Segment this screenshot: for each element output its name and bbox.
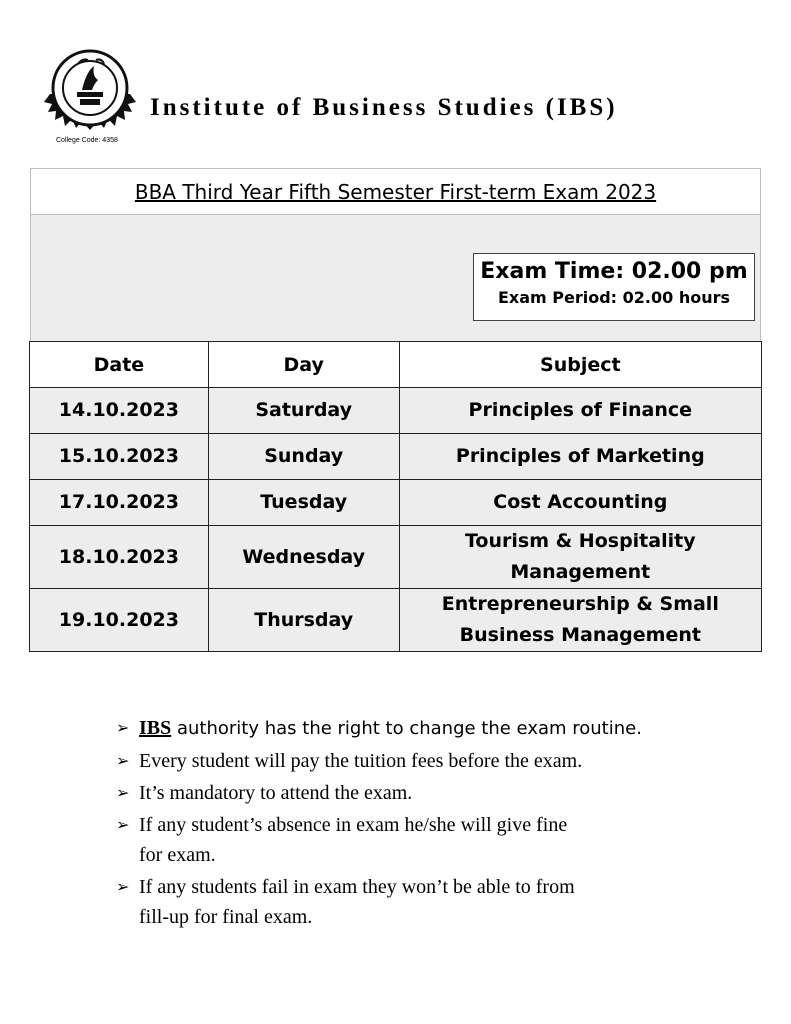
cell-day: Thursday bbox=[208, 589, 399, 652]
cell-day: Sunday bbox=[208, 434, 399, 480]
exam-info-panel bbox=[30, 168, 761, 341]
cell-subject bbox=[399, 589, 761, 652]
subject-line: Entrepreneurship & Small bbox=[441, 593, 719, 615]
table-row bbox=[30, 388, 762, 434]
cell-day: Tuesday bbox=[208, 480, 399, 526]
list-item bbox=[116, 746, 736, 776]
cell-day: Wednesday bbox=[208, 526, 399, 589]
note-text: authority has the right to change the exam routine. bbox=[171, 718, 642, 739]
exam-period: Exam Period: 02.00 hours bbox=[497, 288, 731, 307]
list-item bbox=[116, 810, 736, 870]
arrow-bullet-icon: ➢ bbox=[116, 783, 130, 802]
note-text: If any student’s absence in exam he/she will give fine bbox=[139, 814, 568, 836]
list-item bbox=[116, 872, 736, 932]
cell-subject: Principles of Marketing bbox=[399, 434, 761, 480]
institute-name: Institute of Business Studies (IBS) bbox=[150, 94, 618, 121]
table-row bbox=[30, 434, 762, 480]
arrow-bullet-icon: ➢ bbox=[116, 815, 130, 834]
note-text: If any students fail in exam they won’t be able to from bbox=[139, 876, 575, 898]
note-text: for exam. bbox=[139, 844, 216, 866]
list-item bbox=[116, 778, 736, 808]
subject-line: Tourism & Hospitality bbox=[465, 530, 696, 552]
cell-date: 15.10.2023 bbox=[30, 434, 209, 480]
arrow-bullet-icon: ➢ bbox=[116, 877, 130, 896]
list-item bbox=[116, 713, 736, 744]
subject-line: Management bbox=[510, 561, 651, 583]
note-ibs-label: IBS bbox=[139, 717, 172, 739]
column-header-subject: Subject bbox=[399, 342, 761, 388]
exam-info-area bbox=[31, 215, 760, 341]
cell-date: 18.10.2023 bbox=[30, 526, 209, 589]
cell-subject: Principles of Finance bbox=[399, 388, 761, 434]
subject-line: Business Management bbox=[459, 624, 701, 646]
cell-date: 14.10.2023 bbox=[30, 388, 209, 434]
table-header-row bbox=[30, 342, 762, 388]
note-text: Every student will pay the tuition fees before the exam. bbox=[139, 750, 583, 772]
cell-date: 17.10.2023 bbox=[30, 480, 209, 526]
exam-schedule-table bbox=[29, 341, 762, 652]
column-header-day: Day bbox=[208, 342, 399, 388]
cell-day: Saturday bbox=[208, 388, 399, 434]
column-header-date: Date bbox=[30, 342, 209, 388]
arrow-bullet-icon: ➢ bbox=[116, 751, 130, 770]
exam-notes-list bbox=[116, 713, 736, 934]
cell-subject: Cost Accounting bbox=[399, 480, 761, 526]
table-row bbox=[30, 480, 762, 526]
exam-title: BBA Third Year Fifth Semester First-term Exam 2023 bbox=[134, 180, 657, 204]
cell-date: 19.10.2023 bbox=[30, 589, 209, 652]
exam-title-row bbox=[31, 169, 760, 215]
exam-time: Exam Time: 02.00 pm bbox=[480, 259, 748, 284]
arrow-bullet-icon: ➢ bbox=[116, 718, 130, 737]
note-text: It’s mandatory to attend the exam. bbox=[139, 782, 413, 804]
note-text: fill-up for final exam. bbox=[139, 906, 313, 928]
cell-subject bbox=[399, 526, 761, 589]
table-row bbox=[30, 526, 762, 589]
institute-logo bbox=[42, 44, 138, 140]
table-row bbox=[30, 589, 762, 652]
exam-time-box bbox=[473, 253, 755, 321]
college-code: College Code: 4358 bbox=[56, 137, 118, 144]
